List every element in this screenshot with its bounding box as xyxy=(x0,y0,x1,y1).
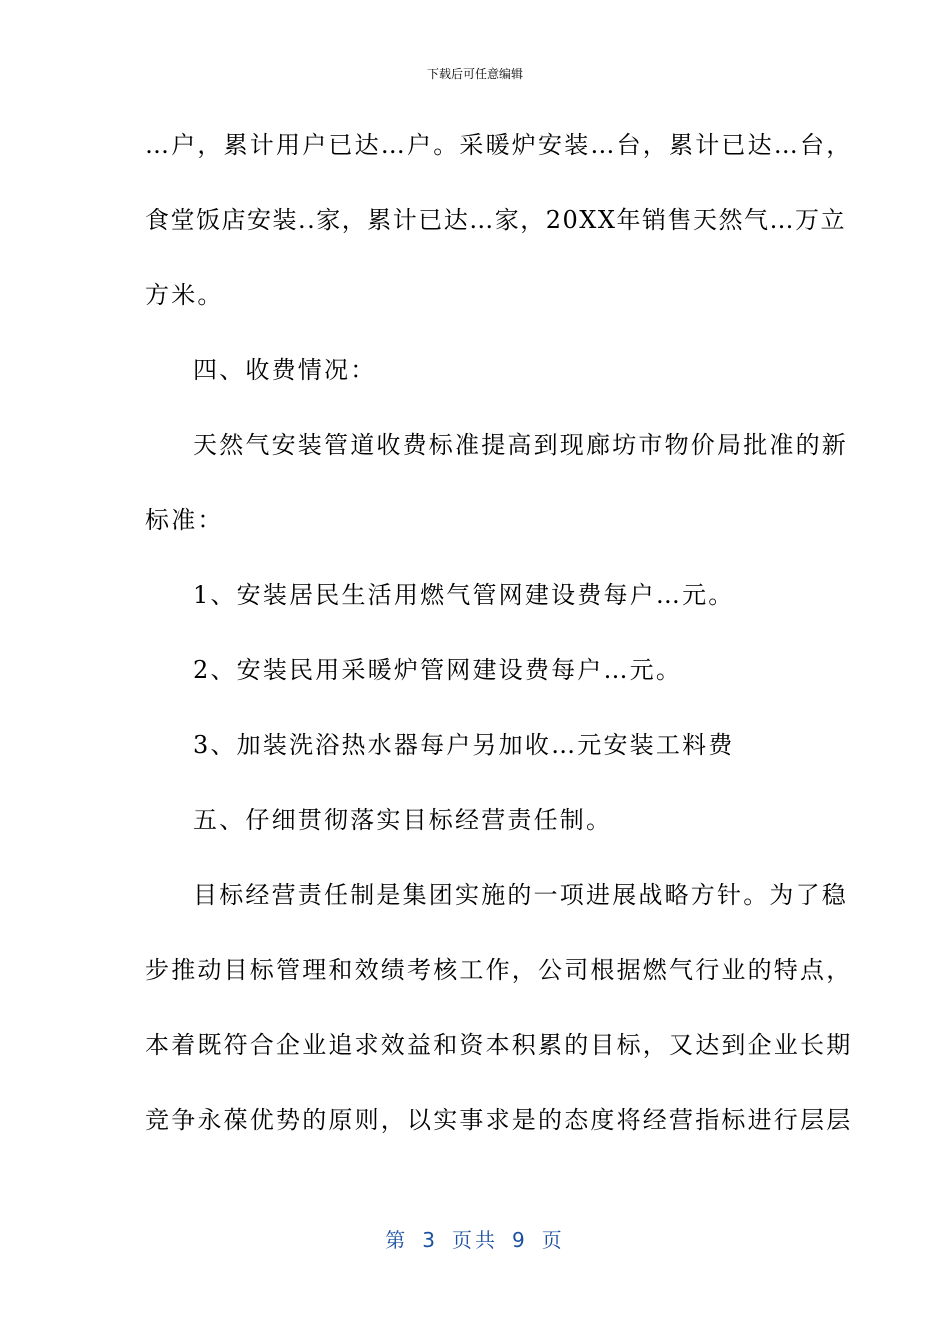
text-line: 方米。 xyxy=(145,281,224,309)
list-item: 2、安装民用采暖炉管网建设费每户…元。 xyxy=(193,656,683,684)
text-line: 食堂饭店安装..家，累计已达…家，20XX年销售天然气…万立 xyxy=(145,206,846,234)
text-line: 天然气安装管道收费标准提高到现廊坊市物价局批准的新 xyxy=(193,431,848,459)
section-heading: 四、收费情况： xyxy=(193,356,377,384)
text-line: 标准： xyxy=(145,506,224,534)
current-page-number: 3 xyxy=(422,1228,438,1252)
text-line: …户，累计用户已达…户。采暖炉安装…台，累计已达…台， xyxy=(145,131,853,159)
page-footer xyxy=(0,1228,950,1252)
total-pages-number: 9 xyxy=(512,1228,528,1252)
list-item: 1、安装居民生活用燃气管网建设费每户…元。 xyxy=(193,581,735,609)
header-note: 下载后可任意编辑 xyxy=(426,67,523,81)
text-line: 步推动目标管理和效绩考核工作，公司根据燃气行业的特点， xyxy=(145,956,853,984)
section-heading: 五、仔细贯彻落实目标经营责任制。 xyxy=(193,806,613,834)
text-line: 目标经营责任制是集团实施的一项进展战略方针。为了稳 xyxy=(193,881,848,909)
footer-suffix: 页 xyxy=(541,1228,565,1252)
footer-prefix: 第 xyxy=(385,1228,409,1252)
list-item: 3、加装洗浴热水器每户另加收…元安装工料费 xyxy=(193,731,735,759)
text-line: 本着既符合企业追求效益和资本积累的目标，又达到企业长期 xyxy=(145,1031,853,1059)
footer-middle: 页共 xyxy=(452,1228,498,1252)
text-line: 竞争永葆优势的原则，以实事求是的态度将经营指标进行层层 xyxy=(145,1106,853,1134)
